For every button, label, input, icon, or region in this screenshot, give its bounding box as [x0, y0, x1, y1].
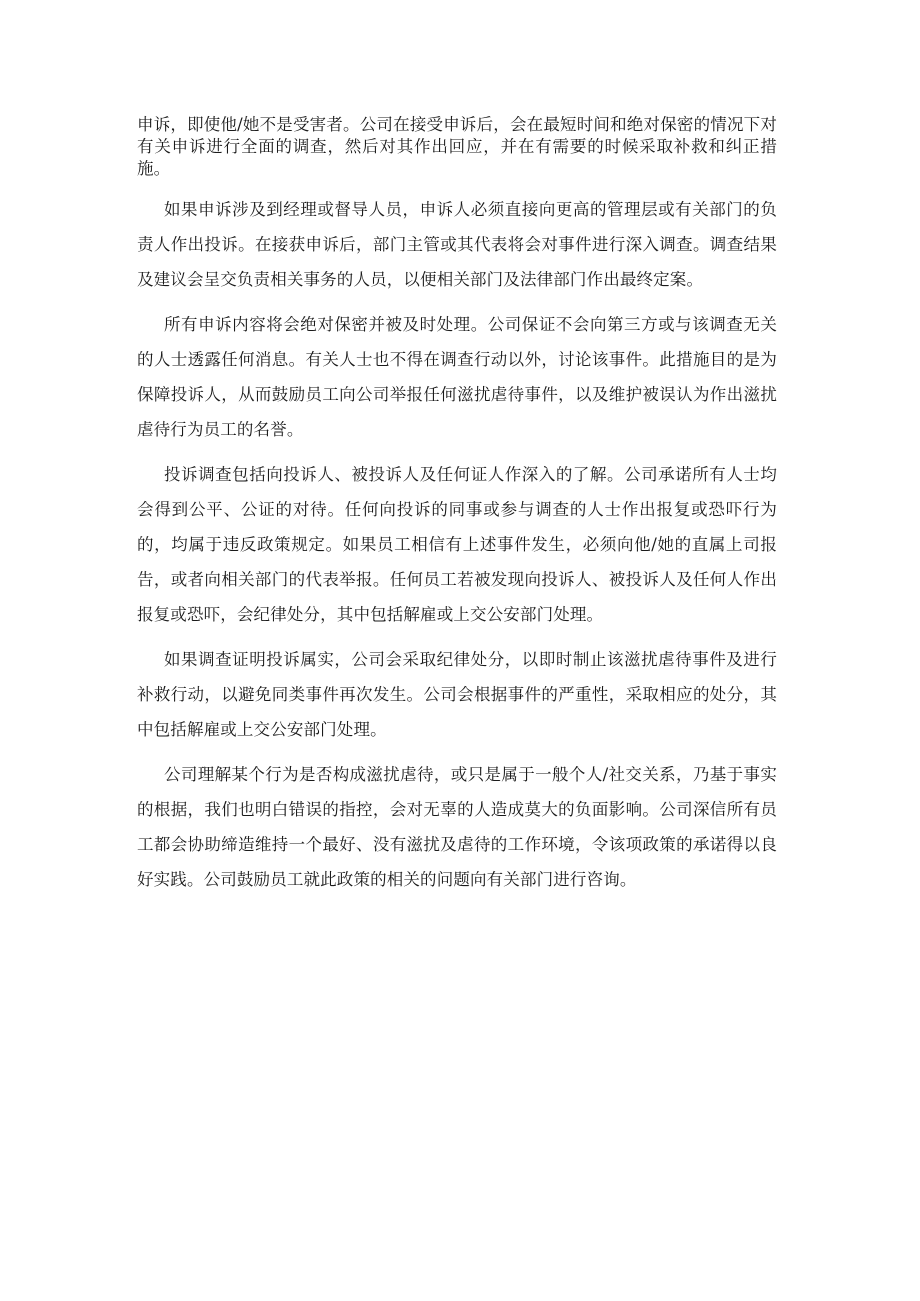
paragraph-supervisor-complaint: 如果申诉涉及到经理或督导人员，申诉人必须直接向更高的管理层或有关部门的负责人作出投诉。在接获申诉后，部门主管或其代表将会对事件进行深入调查。调查结果及建议会呈交负责相关事务的人员，以便相关部门及法律部门作出最终定案。 — [137, 200, 777, 289]
paragraph-policy-commitment: 公司理解某个行为是否构成滋扰虐待，或只是属于一般个人/社交关系，乃基于事实的根据，我们也明白错误的指控，会对无辜的人造成莫大的负面影响。公司深信所有员工都会协助缔造维持一个最好、没有滋扰及虐待的工作环境，令该项政策的承诺得以良好实践。公司鼓励员工就此政策的相关的问题向有关部门进行咨询。 — [137, 765, 777, 889]
paragraph-investigation: 投诉调查包括向投诉人、被投诉人及任何证人作深入的了解。公司承诺所有人士均会得到公平、公证的对待。任何向投诉的同事或参与调查的人士作出报复或恐吓行为的，均属于违反政策规定。如果员工相信有上述事件发生，必须向他/她的直属上司报告，或者向相关部门的代表举报。任何员工若被发现向投诉人、被投诉人及任何人作出报复或恐吓，会纪律处分，其中包括解雇或上交公安部门处理。 — [137, 465, 777, 624]
document-body — [137, 114, 777, 897]
paragraph-confidentiality: 所有申诉内容将会绝对保密并被及时处理。公司保证不会向第三方或与该调查无关的人士透露任何消息。有关人士也不得在调查行动以外，讨论该事件。此措施目的是为保障投诉人，从而鼓励员工向公司举报任何滋扰虐待事件，以及维护被误认为作出滋扰虐待行为员工的名誉。 — [137, 315, 777, 439]
paragraph-continuation: 申诉，即使他/她不是受害者。公司在接受申诉后，会在最短时间和绝对保密的情况下对有关申诉进行全面的调查，然后对其作出回应，并在有需要的时候采取补救和纠正措施。 — [137, 115, 777, 178]
paragraph-disciplinary-action: 如果调查证明投诉属实，公司会采取纪律处分，以即时制止该滋扰虐待事件及进行补救行动，以避免同类事件再次发生。公司会根据事件的严重性，采取相应的处分，其中包括解雇或上交公安部门处理。 — [137, 650, 777, 739]
